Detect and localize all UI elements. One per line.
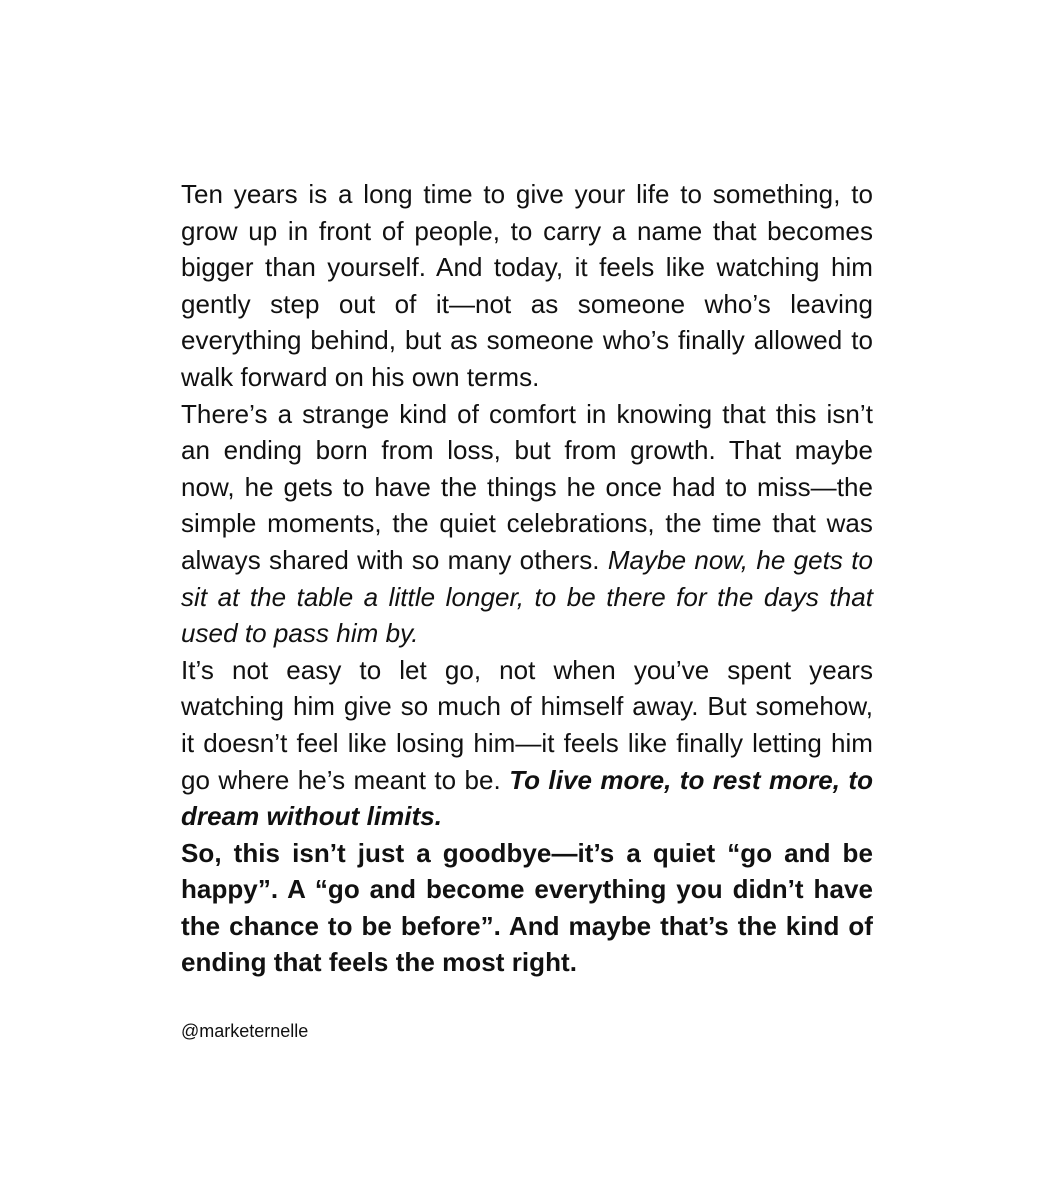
paragraph-1: [181, 176, 873, 396]
paragraph-4: [181, 835, 873, 981]
paragraph-3-bold-italic-text: To live more, to rest more, to dream without limits.: [181, 764, 874, 832]
paragraph-3: [181, 652, 873, 835]
paragraph-2-italic-text: Maybe now, he gets to sit at the table a little longer, to be there for the days that used to pass him by.: [181, 544, 874, 649]
paragraph-2: [181, 396, 873, 652]
paragraph-2-text: There’s a strange kind of comfort in knowing that this isn’t an ending born from loss, but from growth. That maybe now, he gets to have the things he once had to miss—the simple moments, the quiet celebrations, the time that was always shared with so many others.: [181, 398, 873, 575]
paragraph-3-text: It’s not easy to let go, not when you’ve spent years watching him give so much of himself away. But somehow, it doesn’t feel like losing him—it feels like finally letting him go where he’s meant to be.: [181, 654, 873, 795]
author-handle: @marketernelle: [181, 1021, 309, 1041]
paragraph-1-text: Ten years is a long time to give your life to something, to grow up in front of people, to carry a name that becomes bigger than yourself. And today, it feels like watching him gently step out of it—not as someone who’s leaving everything behind, but as someone who’s finally allowed to walk forward on his own terms.: [181, 179, 873, 392]
paragraph-4-text: So, this isn’t just a goodbye—it’s a quiet “go and be happy”. A “go and become everything you didn’t have the chance to be before”. And maybe that’s the kind of ending that feels the most right.: [181, 837, 873, 978]
post-body: [181, 176, 873, 981]
